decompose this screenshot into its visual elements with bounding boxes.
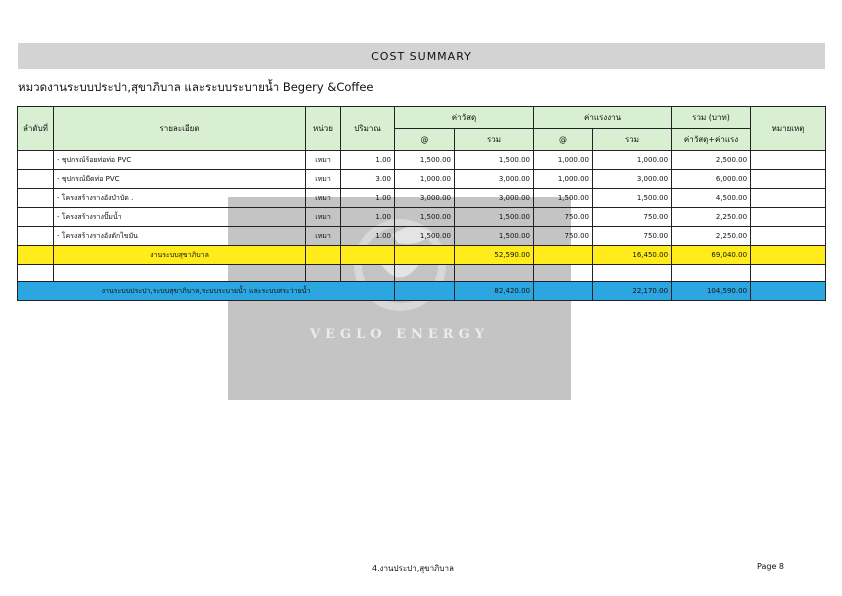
cell-mat-sum: 1,500.00 <box>455 208 534 227</box>
grand-total-row <box>18 282 826 301</box>
cell-mat-at: 1,500.00 <box>395 208 455 227</box>
cell-remark <box>751 151 826 170</box>
cell-desc: - ชุปกรณ์ร้อยท่อท่อ PVC <box>54 151 306 170</box>
table-row <box>18 189 826 208</box>
grand-total-mat-sum: 82,420.00 <box>455 282 534 301</box>
cell-qty <box>341 246 395 265</box>
cell-unit: เหมา <box>306 151 341 170</box>
cell-qty: 1.00 <box>341 227 395 246</box>
subtotal-mat-sum: 52,590.00 <box>455 246 534 265</box>
cell-no <box>18 189 54 208</box>
cell-mat-sum: 3,000.00 <box>455 189 534 208</box>
table-row <box>18 208 826 227</box>
col-material-header: ค่าวัสดุ <box>395 107 534 129</box>
cell-qty: 1.00 <box>341 189 395 208</box>
cell-total: 2,500.00 <box>672 151 751 170</box>
material-unit-price-header: @ <box>395 129 455 151</box>
cell-lab-sum: 3,000.00 <box>593 170 672 189</box>
cell-lab-sum: 750.00 <box>593 208 672 227</box>
subtotal-total: 69,040.00 <box>672 246 751 265</box>
cell-desc: - โครงสร้างรางอังบำบัด . <box>54 189 306 208</box>
page-number: Page 8 <box>757 562 784 571</box>
cell-lab-at: 1,000.00 <box>534 170 593 189</box>
cell-mat-sum: 1,500.00 <box>455 151 534 170</box>
cell-lab-at <box>534 282 593 301</box>
cell-unit <box>306 246 341 265</box>
cell-no <box>18 246 54 265</box>
table-row <box>18 170 826 189</box>
cell-unit: เหมา <box>306 170 341 189</box>
col-no-header: ลำดับที่ <box>18 107 54 151</box>
header-title: COST SUMMARY <box>371 49 472 63</box>
cell-mat-at <box>395 246 455 265</box>
cell-desc: - ชุปกรณ์มีดท่อ PVC <box>54 170 306 189</box>
cell-remark <box>751 246 826 265</box>
cell-desc: - โครงสร้างรางปั๊มน้ำ <box>54 208 306 227</box>
cell-no <box>18 227 54 246</box>
cell-qty: 1.00 <box>341 208 395 227</box>
cell-qty: 1.00 <box>341 151 395 170</box>
watermark-brand: VEGLO ENERGY <box>310 327 489 342</box>
material-sum-header: รวม <box>455 129 534 151</box>
section-title: หมวดงานระบบประปา,สุขาภิบาล และระบบระบายน้ำ Begery &Coffee <box>18 80 374 94</box>
col-unit-header: หน่วย <box>306 107 341 151</box>
cell-mat-at: 3,000.00 <box>395 189 455 208</box>
cost-summary-header <box>18 43 825 69</box>
cell-lab-sum: 1,500.00 <box>593 189 672 208</box>
col-qty-header: ปริมาณ <box>341 107 395 151</box>
cell-mat-at: 1,500.00 <box>395 151 455 170</box>
subtotal-label: งานระบบสุขาภิบาล <box>54 246 306 265</box>
cell-no <box>18 170 54 189</box>
col-desc-header: รายละเอียด <box>54 107 306 151</box>
cell-lab-at: 1,500.00 <box>534 189 593 208</box>
grand-total-lab-sum: 22,170.00 <box>593 282 672 301</box>
cell-total: 6,000.00 <box>672 170 751 189</box>
cell-no <box>18 208 54 227</box>
cell-desc: - โครงสร้างรางอังดักไขมัน <box>54 227 306 246</box>
cell-total: 2,250.00 <box>672 208 751 227</box>
cell-mat-at: 1,500.00 <box>395 227 455 246</box>
table-header-row <box>18 107 826 129</box>
cell-lab-sum: 750.00 <box>593 227 672 246</box>
cell-qty: 3.00 <box>341 170 395 189</box>
total-sub-header: ค่าวัสดุ+ค่าแรง <box>672 129 751 151</box>
grand-total-label: งานระบบประปา,ระบบสุขาภิบาล,ระบบระบายน้ำ และระบบสระว่ายน้ำ <box>18 282 395 301</box>
cell-remark <box>751 170 826 189</box>
cell-remark <box>751 208 826 227</box>
col-total-header: รวม (บาท) <box>672 107 751 129</box>
cell-remark <box>751 227 826 246</box>
cell-total: 2,250.00 <box>672 227 751 246</box>
footer-section-name: 4.งานประปา,สุขาภิบาล <box>372 564 454 573</box>
cell-mat-at: 1,000.00 <box>395 170 455 189</box>
cell-remark <box>751 282 826 301</box>
table-row <box>18 151 826 170</box>
cell-mat-sum: 1,500.00 <box>455 227 534 246</box>
empty-row <box>18 265 826 282</box>
subtotal-row <box>18 246 826 265</box>
cell-lab-at: 1,000.00 <box>534 151 593 170</box>
table-row <box>18 227 826 246</box>
cell-total: 4,500.00 <box>672 189 751 208</box>
labor-sum-header: รวม <box>593 129 672 151</box>
cell-lab-at <box>534 246 593 265</box>
labor-unit-price-header: @ <box>534 129 593 151</box>
cell-remark <box>751 189 826 208</box>
cell-lab-at: 750.00 <box>534 227 593 246</box>
col-labor-header: ค่าแรงงาน <box>534 107 672 129</box>
col-remark-header: หมายเหตุ <box>751 107 826 151</box>
cell-unit: เหมา <box>306 208 341 227</box>
subtotal-lab-sum: 16,450.00 <box>593 246 672 265</box>
cell-mat-sum: 3,000.00 <box>455 170 534 189</box>
cost-table <box>17 106 826 301</box>
cell-lab-at: 750.00 <box>534 208 593 227</box>
cell-unit: เหมา <box>306 189 341 208</box>
cell-mat-at <box>395 282 455 301</box>
cell-no <box>18 151 54 170</box>
cell-lab-sum: 1,000.00 <box>593 151 672 170</box>
cell-unit: เหมา <box>306 227 341 246</box>
grand-total-total: 104,590.00 <box>672 282 751 301</box>
